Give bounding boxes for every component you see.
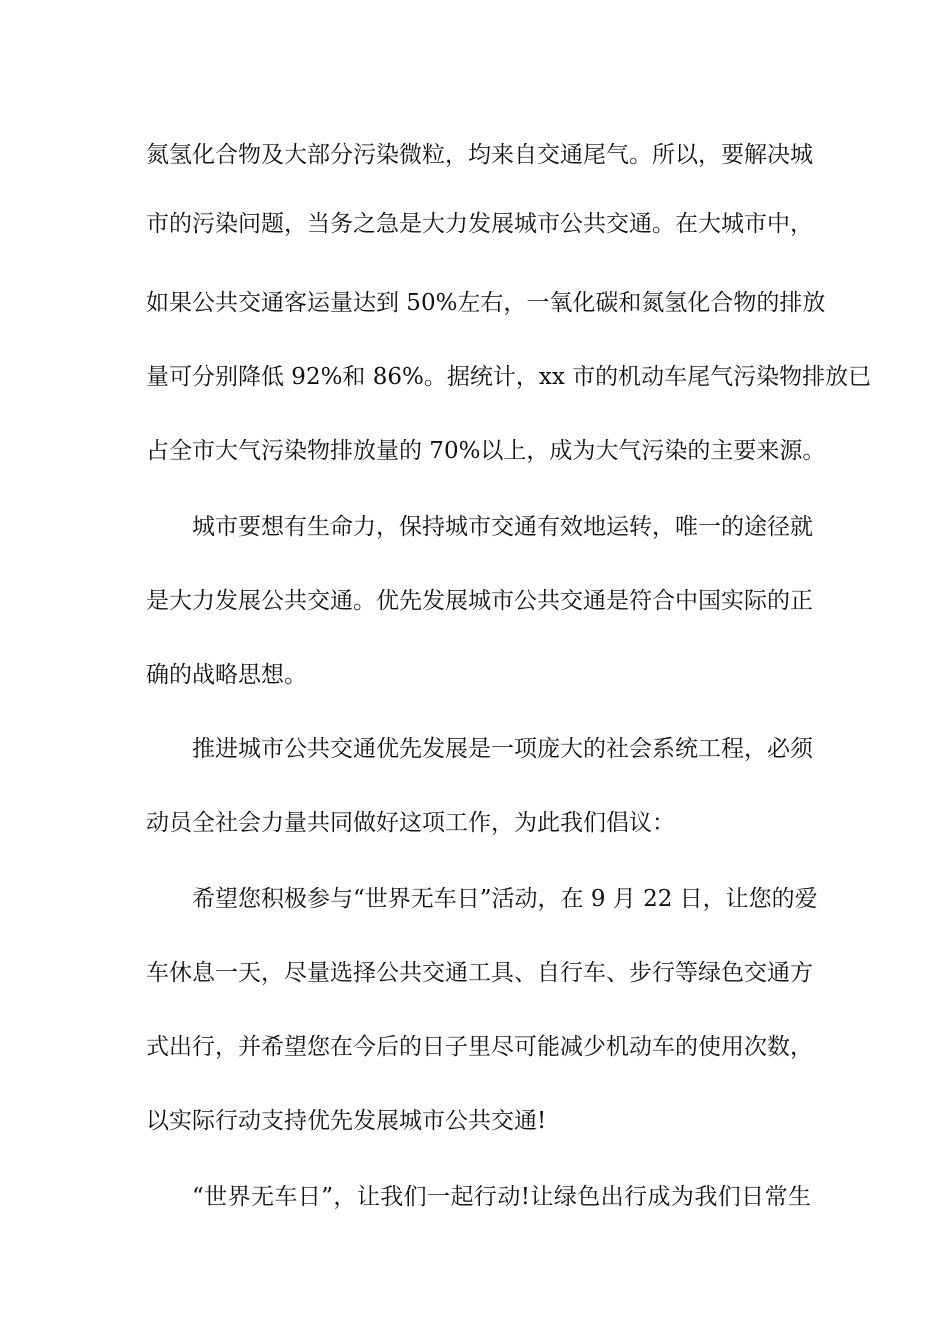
paragraph-first-line: 希望您积极参与“世界无车日”活动，在 9 月 22 日，让您的爱 <box>192 886 818 912</box>
text-line: 量可分别降低 92%和 86%。据统计，xx 市的机动车尾气污染物排放已 <box>146 364 872 390</box>
text-line: 是大力发展公共交通。优先发展城市公共交通是符合中国实际的正 <box>146 588 813 614</box>
paragraph-first-line: 推进城市公共交通优先发展是一项庞大的社会系统工程，必须 <box>192 736 813 762</box>
text-line: 如果公共交通客运量达到 50%左右，一氧化碳和氮氢化合物的排放 <box>146 290 826 316</box>
text-line: 确的战略思想。 <box>146 662 307 688</box>
paragraph-first-line: 城市要想有生命力，保持城市交通有效地运转，唯一的途径就 <box>192 514 813 540</box>
paragraph-first-line: “世界无车日”，让我们一起行动!让绿色出行成为我们日常生 <box>192 1184 811 1210</box>
text-line: 占全市大气污染物排放量的 70%以上，成为大气污染的主要来源。 <box>146 438 826 464</box>
text-line: 以实际行动支持优先发展城市公共交通! <box>146 1108 547 1134</box>
text-line: 市的污染问题，当务之急是大力发展城市公共交通。在大城市中， <box>146 211 813 237</box>
text-line: 动员全社会力量共同做好这项工作，为此我们倡议： <box>146 810 675 836</box>
text-line: 氮氢化合物及大部分污染微粒，均来自交通尾气。所以，要解决城 <box>146 142 813 168</box>
text-line: 车休息一天，尽量选择公共交通工具、自行车、步行等绿色交通方 <box>146 960 813 986</box>
text-line: 式出行，并希望您在今后的日子里尽可能减少机动车的使用次数， <box>146 1034 813 1060</box>
